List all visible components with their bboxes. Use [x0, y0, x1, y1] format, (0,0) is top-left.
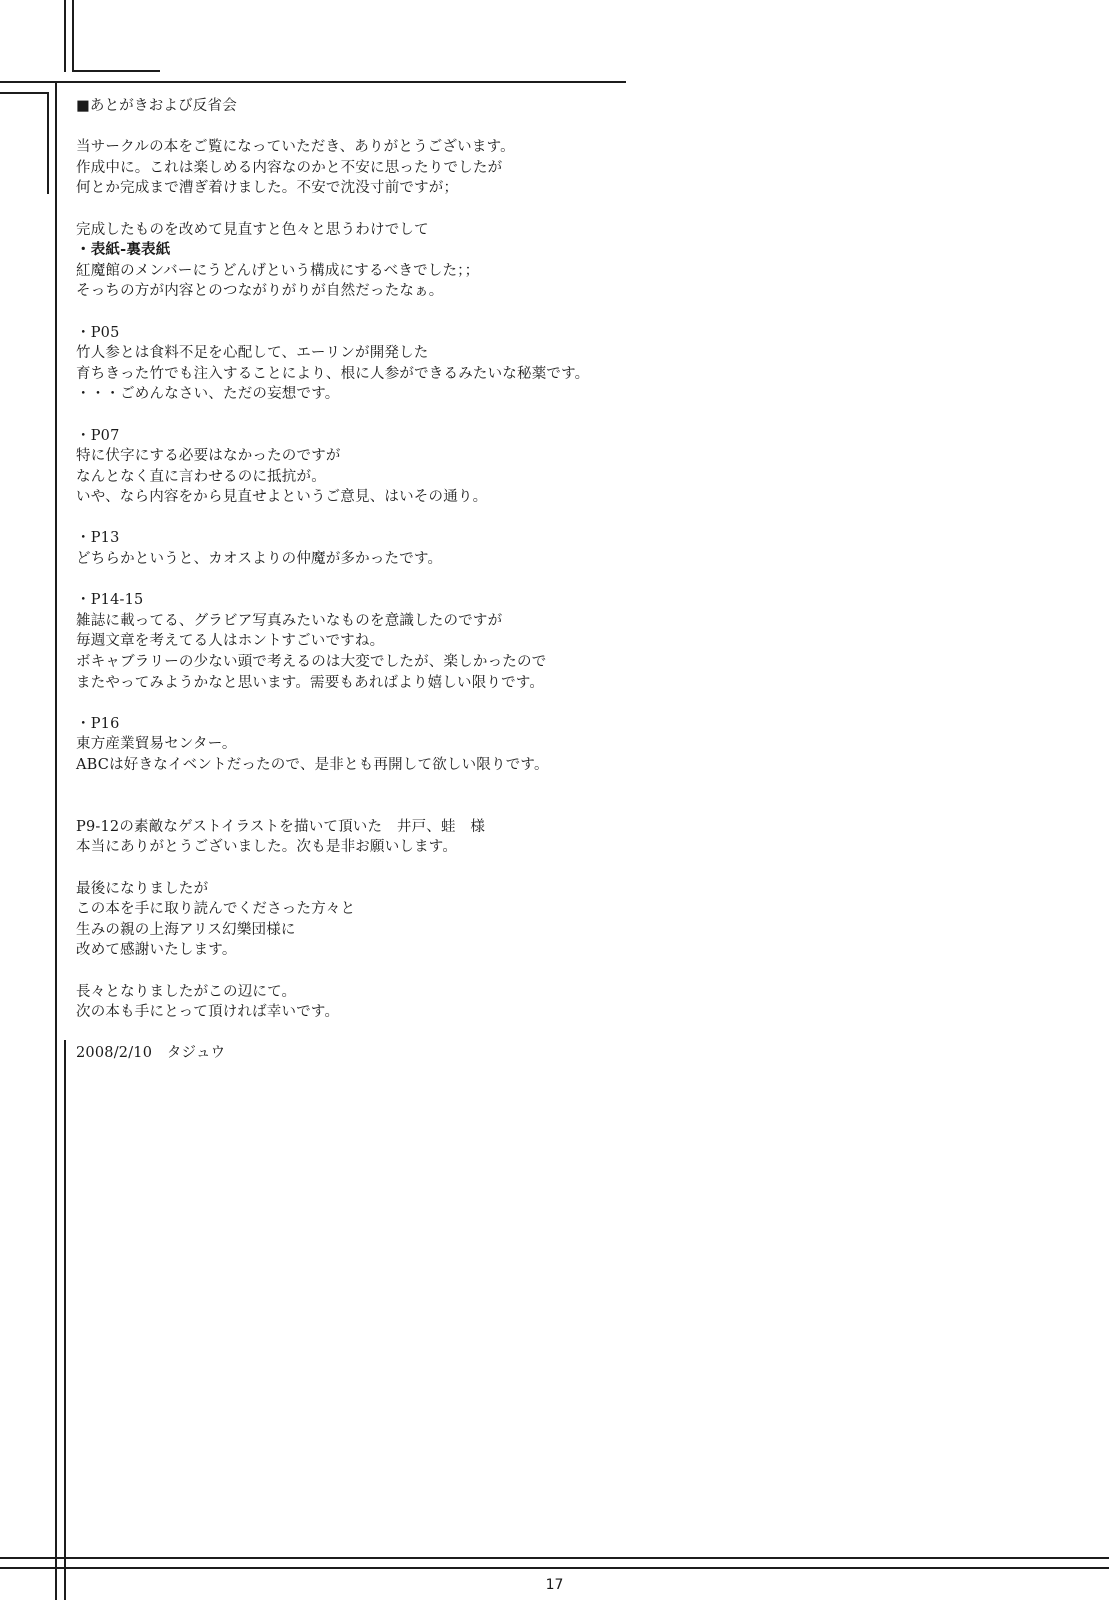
frame-line [0, 1557, 1109, 1559]
review-section-p05 [76, 323, 676, 405]
frame-line [55, 82, 57, 1600]
frame-line [0, 1567, 1109, 1569]
text-line: 育ちきった竹でも注入することにより、根に人参ができるみたいな秘薬です。 [76, 365, 590, 382]
text-line: またやってみようかなと思います。需要もあればより嬉しい限りです。 [76, 674, 545, 691]
frame-line [0, 92, 48, 94]
text-line: 当サークルの本をご覧になっていただき、ありがとうございます。 [76, 139, 515, 156]
afterword-body [76, 96, 676, 1064]
text-line: 何とか完成まで漕ぎ着けました。不安で沈没寸前ですが； [76, 180, 459, 197]
page-number: 17 [545, 1577, 564, 1593]
text-line: 生みの親の上海アリス幻樂団様に [76, 921, 296, 938]
text-line: なんとなく直に言わせるのに抵抗が。 [76, 468, 326, 485]
section-heading: ・P14-15 [76, 592, 144, 609]
text-line: 長々となりましたがこの辺にて。 [76, 983, 297, 1000]
frame-line [64, 0, 66, 72]
frame-line [72, 70, 160, 72]
text-line: 毎週文章を考えてる人はホントすごいですね。 [76, 633, 385, 650]
text-line: P9-12の素敵なゲストイラストを描いて頂いた 井戸、蛙 様 [76, 818, 486, 835]
review-lead: 完成したものを改めて見直すと色々と思うわけでして [76, 221, 429, 238]
text-line: ・・・ごめんなさい、ただの妄想です。 [76, 386, 340, 403]
guest-thanks-paragraph [76, 817, 676, 858]
closing-paragraph [76, 982, 676, 1023]
text-line: この本を手に取り読んでくださった方々と [76, 901, 356, 918]
text-line: 竹人参とは食料不足を心配して、エーリンが開発した [76, 345, 429, 362]
review-section-cover [76, 240, 676, 302]
section-heading: ・P16 [76, 715, 120, 732]
text-line: 東方産業貿易センター。 [76, 736, 237, 753]
intro-paragraph [76, 137, 676, 199]
text-line: 作成中に。これは楽しめる内容なのかと不安に思ったりでしたが [76, 159, 503, 176]
text-line: 特に伏字にする必要はなかったのですが [76, 448, 341, 465]
text-line: 紅魔館のメンバーにうどんげという構成にするべきでした；； [76, 262, 480, 279]
section-heading: ・表紙-裏表紙 [76, 241, 171, 259]
text-line: 雑誌に載ってる、グラビア写真みたいなものを意識したのですが [76, 612, 503, 629]
text-line: そっちの方が内容とのつながりがりが自然だったなぁ。 [76, 283, 444, 300]
text-line: 次の本も手にとって頂ければ幸いです。 [76, 1004, 340, 1021]
frame-line [64, 1040, 66, 1600]
review-section-p13 [76, 528, 676, 569]
text-line: どちらかというと、カオスよりの仲魔が多かったです。 [76, 551, 443, 568]
text-line: ABCは好きなイベントだったので、是非とも再開して欲しい限りです。 [76, 757, 549, 773]
frame-line [47, 92, 49, 194]
text-line: いや、なら内容をから見直せよというご意見、はいその通り。 [76, 489, 488, 506]
frame-line [0, 81, 626, 83]
text-line: 最後になりましたが [76, 880, 209, 897]
review-section-p07 [76, 426, 676, 508]
afterword-title: ■あとがきおよび反省会 [76, 98, 237, 114]
review-section-p14-15 [76, 590, 676, 693]
text-line: ボキャブラリーの少ない頭で考えるのは大変でしたが、楽しかったので [76, 654, 547, 671]
review-section-p16 [76, 714, 676, 776]
frame-line [72, 0, 74, 70]
signature-date: 2008/2/10 タジュウ [76, 1045, 226, 1062]
reader-thanks-paragraph [76, 879, 676, 961]
section-heading: ・P13 [76, 530, 120, 547]
section-heading: ・P07 [76, 427, 120, 444]
section-heading: ・P05 [76, 324, 120, 341]
text-line: 改めて感謝いたします。 [76, 942, 237, 959]
text-line: 本当にありがとうございました。次も是非お願いします。 [76, 839, 458, 856]
